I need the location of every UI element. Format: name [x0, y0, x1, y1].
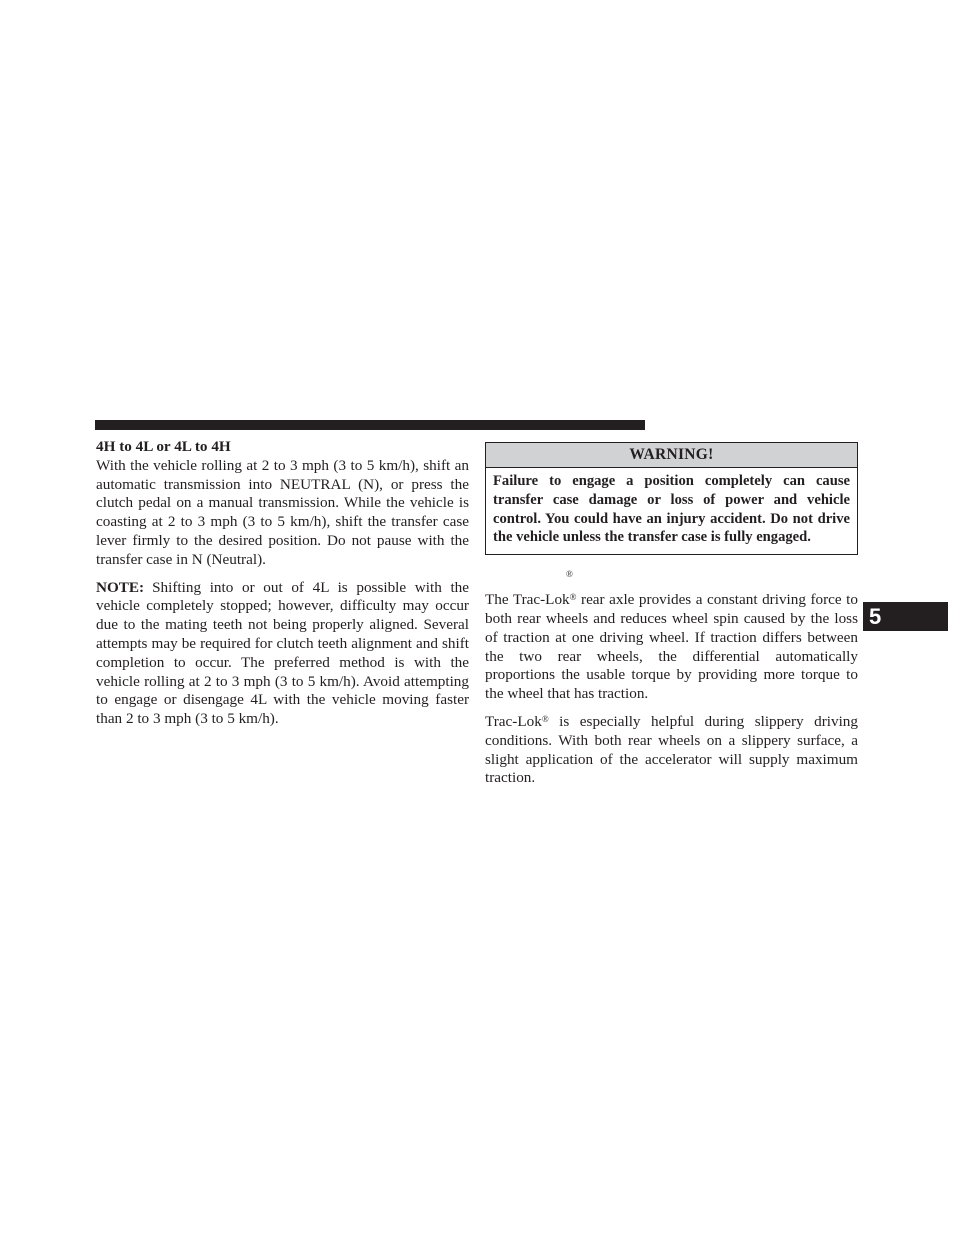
trac-lok-lead-2: Trac-Lok — [485, 712, 542, 730]
subhead-4h-4l: 4H to 4L or 4L to 4H — [96, 438, 231, 455]
warning-header: WARNING! — [486, 443, 857, 468]
header-rule — [95, 420, 645, 430]
shift-instructions-paragraph: With the vehicle rolling at 2 to 3 mph (3 to 5 km/h), shift an automatic transmission into NEUTRAL (N), or press the clutch pedal on a manual transmission. While the vehicle is coasting at 2 to 3 mph (3 to 5 km/h), shift the transfer case lever firmly to the desired position. Do not pause with the transfer case in N (Neutral). — [96, 456, 469, 568]
warning-body: Failure to engage a position completely can cause transfer case damage or loss of power and vehicle control. You could have an injury accident. Do not drive the vehicle unless the transfer case is fully engaged. — [493, 473, 850, 546]
note-paragraph — [96, 579, 469, 729]
right-column — [485, 442, 858, 797]
trac-lok-slippery-rest: is especially helpful during slippery driving conditions. With both rear wheels on a slippery surface, a slight application of the accelerator will supply maximum traction. — [485, 712, 858, 787]
registered-mark: ® — [569, 592, 577, 603]
note-text: Shifting into or out of 4L is possible with the vehicle completely stopped; however, difficulty may occur due to the mating teeth not being properly aligned. Several attempts may be required for clutch teeth alignment and shift completion to occur. The preferred method is with the vehicle rolling at 2 to 3 mph (3 to 5 km/h). Avoid attempting to engage or disengage 4L with the vehicle moving faster than 2 to 3 mph (3 to 5 km/h). — [96, 578, 469, 728]
note-label: NOTE: — [96, 578, 145, 596]
left-column — [96, 438, 469, 738]
trac-lok-description — [485, 591, 858, 704]
registered-mark-2: ® — [541, 713, 549, 724]
trac-lok-description-rest: rear axle provides a constant driving force to both rear wheels and reduces wheel spin caused by the loss of traction at one driving wheel. If traction differs between the two rear wheels, the differential automatically proportions the usable torque by providing more torque to the wheel that has traction. — [485, 591, 858, 703]
trac-lok-slippery-paragraph — [485, 713, 858, 788]
section-title-trac-lok — [485, 567, 858, 585]
trac-lok-lead: The Trac-Lok — [485, 591, 570, 609]
section-registered-mark: ® — [566, 569, 573, 580]
warning-box — [485, 442, 858, 555]
chapter-tab: 5 — [863, 602, 948, 631]
